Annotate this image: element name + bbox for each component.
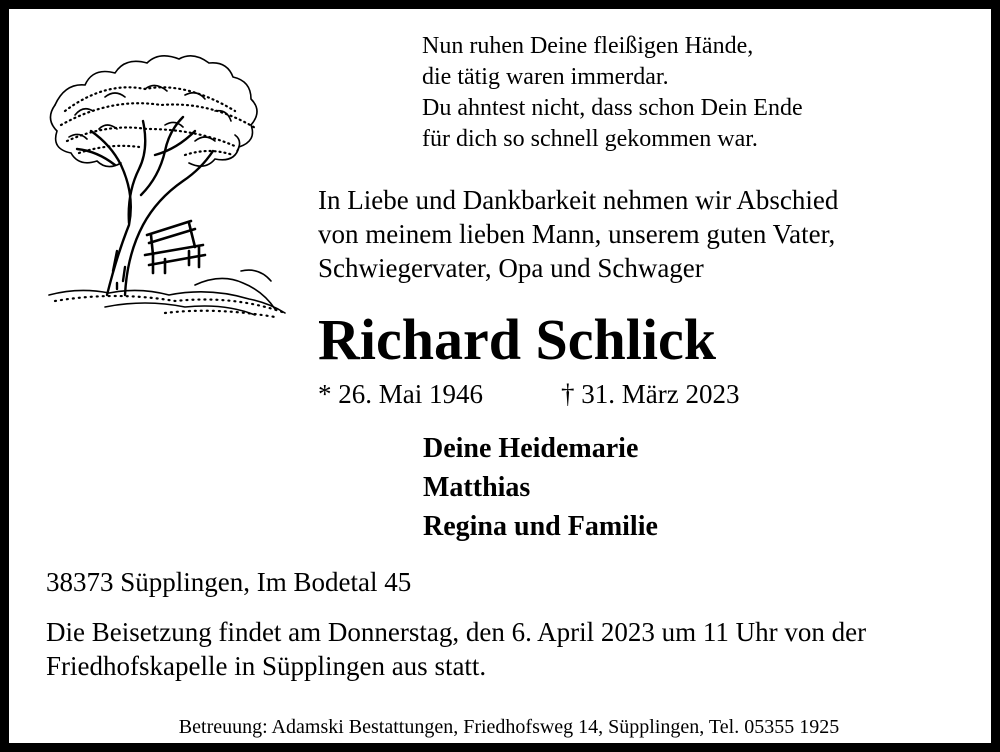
- mourner: Matthias: [423, 472, 531, 503]
- birth-date: * 26. Mai 1946: [318, 379, 483, 409]
- funeral-line: Friedhofskapelle in Süpplingen aus statt.: [46, 651, 487, 681]
- farewell-line: Schwiegervater, Opa und Schwager: [318, 253, 704, 283]
- mourners-list: [423, 429, 658, 546]
- poem-line: Du ahntest nicht, dass schon Dein Ende: [422, 95, 803, 121]
- farewell-line: In Liebe und Dankbarkeit nehmen wir Abschied: [318, 185, 839, 215]
- mourner: Regina und Familie: [423, 511, 658, 542]
- funeral-notice: [46, 615, 866, 683]
- undertaker-credit: Betreuung: Adamski Bestattungen, Friedhofsweg 14, Süpplingen, Tel. 05355 1925: [178, 716, 840, 738]
- poem-line: für dich so schnell gekommen war.: [422, 126, 758, 152]
- farewell-text: [318, 183, 838, 285]
- tree-bench-illustration: [45, 45, 289, 321]
- funeral-line: Die Beisetzung findet am Donnerstag, den 6. April 2023 um 11 Uhr von der: [46, 617, 867, 647]
- farewell-line: von meinem lieben Mann, unserem guten Vater,: [318, 219, 836, 249]
- poem: [422, 31, 803, 155]
- mourner: Deine Heidemarie: [423, 433, 639, 464]
- deceased-name: Richard Schlick: [318, 307, 716, 372]
- death-date: † 31. März 2023: [561, 379, 740, 409]
- poem-line: die tätig waren immerdar.: [422, 64, 669, 90]
- address: 38373 Süpplingen, Im Bodetal 45: [46, 567, 412, 597]
- poem-line: Nun ruhen Deine fleißigen Hände,: [422, 33, 754, 59]
